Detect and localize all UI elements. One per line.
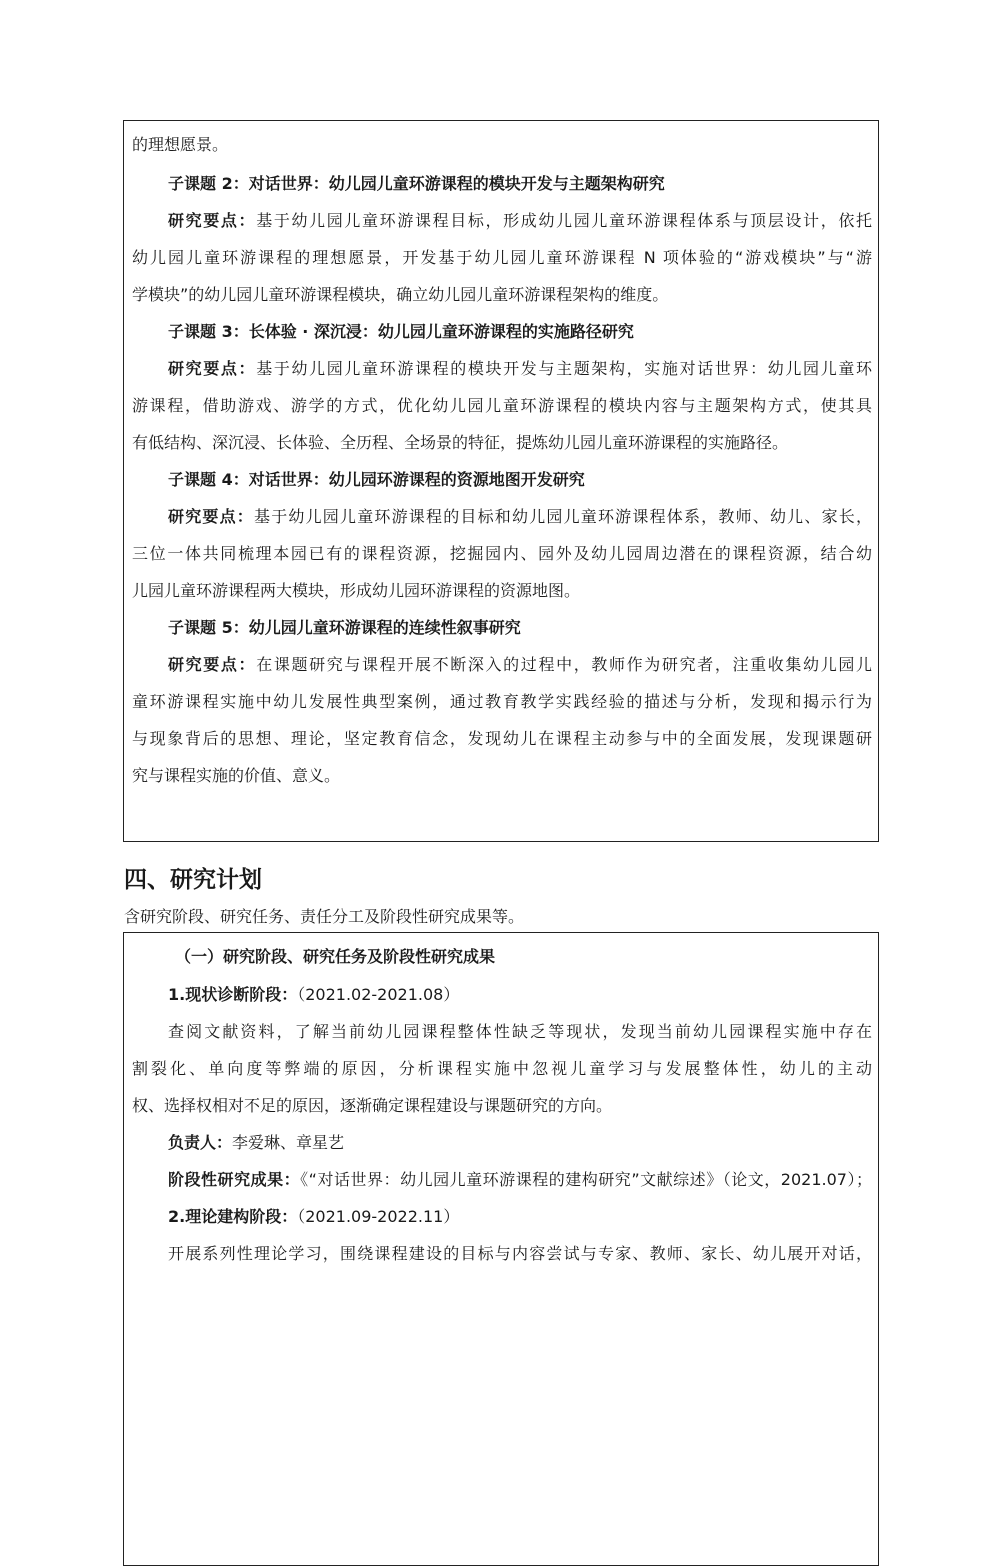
- subtopic-2-line-2: 幼儿园儿童环游课程的理想愿景，开发基于幼儿园儿童环游课程 N 项体验的“游戏模块”与“游: [132, 248, 872, 267]
- continuation-text: 的理想愿景。: [132, 135, 229, 154]
- stage-1-heading: 1.现状诊断阶段：（2021.02-2021.08）: [168, 985, 460, 1004]
- subtopic-4-line-2: 三位一体共同梳理本园已有的课程资源，挖掘园内、园外及幼儿园周边潜在的课程资源，结合幼: [132, 544, 872, 563]
- subtopic-3-line-1: 研究要点：基于幼儿园儿童环游课程的模块开发与主题架构，实施对话世界：幼儿园儿童环: [168, 359, 872, 378]
- stage-1-line-3: 权、选择权相对不足的原因，逐渐确定课程建设与课题研究的方向。: [132, 1096, 613, 1115]
- subtopic-5-line-3: 与现象背后的思想、理论，坚定教育信念，发现幼儿在课程主动参与中的全面发展，发现课题研: [132, 729, 872, 748]
- stage-1-owner: 负责人：李爱琳、章星艺: [168, 1133, 345, 1152]
- subtopic-5-title: 子课题 5：幼儿园儿童环游课程的连续性叙事研究: [168, 618, 521, 637]
- section-note: 含研究阶段、研究任务、责任分工及阶段性研究成果等。: [124, 907, 525, 926]
- section-heading: 四、研究计划: [124, 867, 262, 893]
- subtopic-4-line-1: 研究要点：基于幼儿园儿童环游课程的目标和幼儿园儿童环游课程体系，教师、幼儿、家长，: [168, 507, 872, 526]
- subtopic-3-title: 子课题 3：长体验 · 深沉浸：幼儿园儿童环游课程的实施路径研究: [168, 322, 634, 341]
- subtopic-2-title: 子课题 2：对话世界：幼儿园儿童环游课程的模块开发与主题架构研究: [168, 174, 665, 193]
- subtopic-4-title: 子课题 4：对话世界：幼儿园环游课程的资源地图开发研究: [168, 470, 585, 489]
- subtopic-5-line-1: 研究要点：在课题研究与课程开展不断深入的过程中，教师作为研究者，注重收集幼儿园儿: [168, 655, 872, 674]
- stage-2-line-1: 开展系列性理论学习，围绕课程建设的目标与内容尝试与专家、教师、家长、幼儿展开对话，: [168, 1244, 872, 1263]
- stage-1-line-1: 查阅文献资料，了解当前幼儿园课程整体性缺乏等现状，发现当前幼儿园课程实施中存在: [168, 1022, 872, 1041]
- subtopic-5-line-2: 童环游课程实施中幼儿发展性典型案例，通过教育教学实践经验的描述与分析，发现和揭示行为: [132, 692, 872, 711]
- stage-2-heading: 2.理论建构阶段：（2021.09-2022.11）: [168, 1207, 460, 1226]
- stage-1-line-2: 割裂化、单向度等弊端的原因，分析课程实施中忽视儿童学习与发展整体性，幼儿的主动: [132, 1059, 872, 1078]
- subtopic-4-line-3: 儿园儿童环游课程两大模块，形成幼儿园环游课程的资源地图。: [132, 581, 581, 600]
- subtopic-3-line-2: 游课程，借助游戏、游学的方式，优化幼儿园儿童环游课程的模块内容与主题架构方式，使其具: [132, 396, 872, 415]
- subtopic-2-line-3: 学模块”的幼儿园儿童环游课程模块，确立幼儿园儿童环游课程架构的维度。: [132, 285, 669, 304]
- subtopic-2-line-1: 研究要点：基于幼儿园儿童环游课程目标，形成幼儿园儿童环游课程体系与顶层设计，依托: [168, 211, 872, 230]
- plan-subheading: （一）研究阶段、研究任务及阶段性研究成果: [175, 947, 496, 966]
- stage-1-result: 阶段性研究成果：《“对话世界：幼儿园儿童环游课程的建构研究”文献综述》（论文，2021.07）；: [168, 1170, 872, 1189]
- subtopic-5-line-4: 究与课程实施的价值、意义。: [132, 766, 341, 785]
- subtopic-3-line-3: 有低结构、深沉浸、长体验、全历程、全场景的特征，提炼幼儿园儿童环游课程的实施路径。: [132, 433, 789, 452]
